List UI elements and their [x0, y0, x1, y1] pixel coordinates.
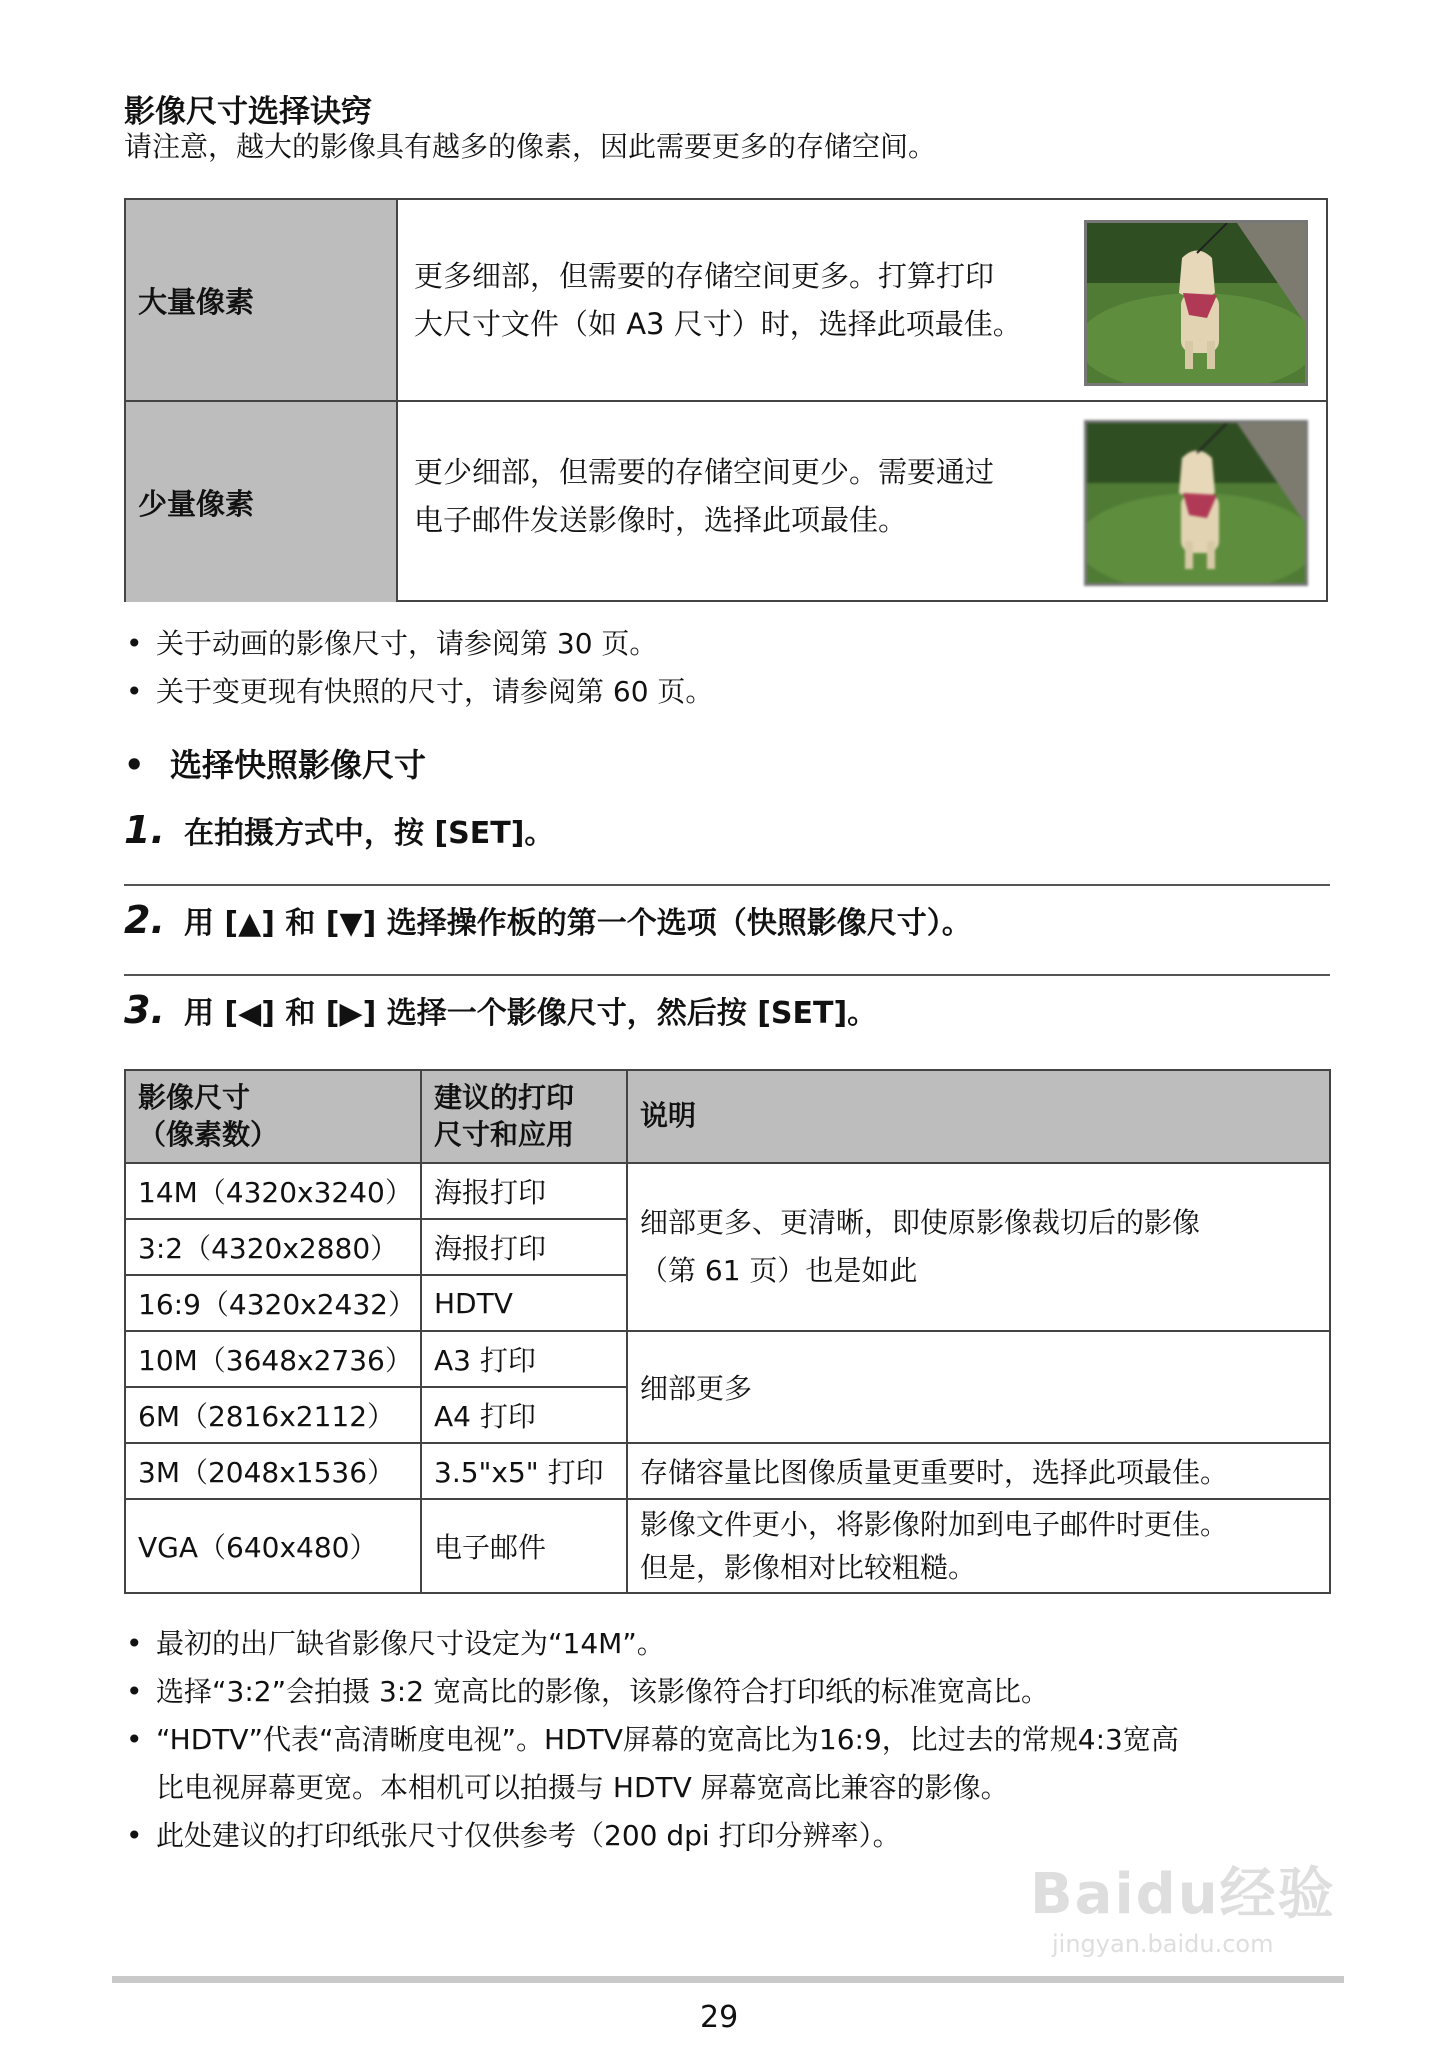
section-title: 选择快照影像尺寸: [170, 746, 427, 784]
intro-text: 请注意，越大的影像具有越多的像素，因此需要更多的存储空间。: [124, 130, 937, 163]
bullet-icon: •: [126, 1675, 143, 1708]
table-header-row: [125, 1070, 1330, 1163]
description-cell: 细部更多: [627, 1331, 1330, 1443]
step-3: [124, 988, 877, 1032]
baidu-watermark-url: jingyan.baidu.com: [1052, 1930, 1274, 1958]
note-text: 关于动画的影像尺寸，请参阅第 30 页。: [156, 627, 658, 660]
comparison-row-many-pixels: [126, 200, 1326, 400]
row-label: 少量像素: [126, 402, 398, 602]
description-line: （第 61 页）也是如此: [640, 1254, 918, 1287]
size-cell: 14M（4320x3240）: [125, 1163, 421, 1219]
header-text: 建议的打印: [434, 1081, 575, 1115]
note-item: [126, 1670, 1049, 1710]
description-line: 但是，影像相对比较粗糙。: [640, 1551, 977, 1584]
dog-photo-blurry: [1084, 420, 1308, 586]
note-item: [126, 622, 657, 662]
use-cell: HDTV: [421, 1275, 627, 1331]
row-description: [414, 252, 1094, 348]
note-continuation: 比电视屏幕更宽。本相机可以拍摄与 HDTV 屏幕宽高比兼容的影像。: [156, 1771, 1009, 1804]
size-cell: 3M（2048x1536）: [125, 1443, 421, 1499]
header-text: （像素数）: [138, 1117, 279, 1151]
use-cell: A3 打印: [421, 1331, 627, 1387]
note-item: [126, 670, 713, 710]
note-text: 关于变更现有快照的尺寸，请参阅第 60 页。: [156, 675, 714, 708]
row-description: [414, 448, 1094, 544]
section-heading: [124, 740, 426, 786]
step-2: [124, 898, 972, 942]
description-line: 更少细部，但需要的存储空间更少。需要通过: [414, 455, 995, 489]
step-number: 3.: [124, 988, 165, 1032]
size-cell: 16:9（4320x2432）: [125, 1275, 421, 1331]
step-1: [124, 808, 554, 852]
bullet-icon: •: [126, 627, 143, 660]
step-text: 用 [◀] 和 [▶] 选择一个影像尺寸，然后按 [SET]。: [183, 996, 878, 1031]
description-line: 电子邮件发送影像时，选择此项最佳。: [414, 503, 908, 538]
note-text: 选择“3:2”会拍摄 3:2 宽高比的影像，该影像符合打印纸的标准宽高比。: [156, 1675, 1049, 1708]
table-row: [125, 1331, 1330, 1387]
note-text: 最初的出厂缺省影像尺寸设定为“14M”。: [156, 1627, 665, 1660]
bullet-icon: •: [126, 1627, 143, 1660]
description-cell: 存储容量比图像质量更重要时，选择此项最佳。: [627, 1443, 1330, 1499]
step-text: 用 [▲] 和 [▼] 选择操作板的第一个选项（快照影像尺寸）。: [183, 906, 972, 941]
image-size-table: [124, 1069, 1331, 1594]
header-text: 尺寸和应用: [434, 1117, 575, 1151]
size-cell: 3:2（4320x2880）: [125, 1219, 421, 1275]
use-cell: 海报打印: [421, 1163, 627, 1219]
table-row: [125, 1443, 1330, 1499]
page-title: 影像尺寸选择诀窍: [124, 94, 372, 130]
header-text: 影像尺寸: [138, 1081, 251, 1115]
bullet-icon: •: [126, 1819, 143, 1852]
note-item: [126, 1718, 1179, 1758]
note-item: [126, 1814, 901, 1854]
description-line: 更多细部，但需要的存储空间更多。打算打印: [414, 259, 995, 293]
use-cell: 电子邮件: [421, 1499, 627, 1593]
dog-photo-sharp: [1084, 220, 1308, 386]
row-label: 大量像素: [126, 200, 398, 400]
step-number: 1.: [124, 808, 165, 852]
table-row: [125, 1499, 1330, 1593]
size-cell: 10M（3648x2736）: [125, 1331, 421, 1387]
use-cell: 3.5"x5" 打印: [421, 1443, 627, 1499]
pixel-comparison-table: [124, 198, 1328, 602]
step-text: 在拍摄方式中，按 [SET]。: [183, 816, 555, 851]
page-number: 29: [700, 2000, 739, 2035]
divider: [124, 974, 1330, 976]
description-line: 影像文件更小，将影像附加到电子邮件时更佳。: [640, 1507, 1229, 1541]
header-size: [125, 1070, 421, 1163]
size-cell: VGA（640x480）: [125, 1499, 421, 1593]
divider: [124, 884, 1330, 886]
bullet-icon: •: [126, 1723, 143, 1756]
size-cell: 6M（2816x2112）: [125, 1387, 421, 1443]
bullet-icon: •: [126, 675, 143, 708]
header-print: [421, 1070, 627, 1163]
note-item: [126, 1622, 665, 1662]
comparison-row-few-pixels: [126, 400, 1326, 602]
use-cell: A4 打印: [421, 1387, 627, 1443]
header-text: 说明: [640, 1099, 697, 1133]
table-row: [125, 1163, 1330, 1219]
header-description: [627, 1070, 1330, 1163]
footer-rule: [112, 1976, 1344, 1983]
description-cell: [627, 1163, 1330, 1331]
use-cell: 海报打印: [421, 1219, 627, 1275]
baidu-watermark-logo: Baidu经验: [1030, 1862, 1336, 1927]
bullet-icon: •: [124, 746, 145, 784]
description-line: 细部更多、更清晰，即使原影像裁切后的影像: [640, 1206, 1201, 1240]
step-number: 2.: [124, 898, 165, 942]
note-text: 此处建议的打印纸张尺寸仅供参考（200 dpi 打印分辨率）。: [156, 1819, 901, 1852]
description-line: 大尺寸文件（如 A3 尺寸）时，选择此项最佳。: [414, 307, 1022, 342]
note-text: “HDTV”代表“高清晰度电视”。HDTV屏幕的宽高比为16:9，比过去的常规4:3宽高: [156, 1723, 1179, 1756]
description-cell: [627, 1499, 1330, 1593]
